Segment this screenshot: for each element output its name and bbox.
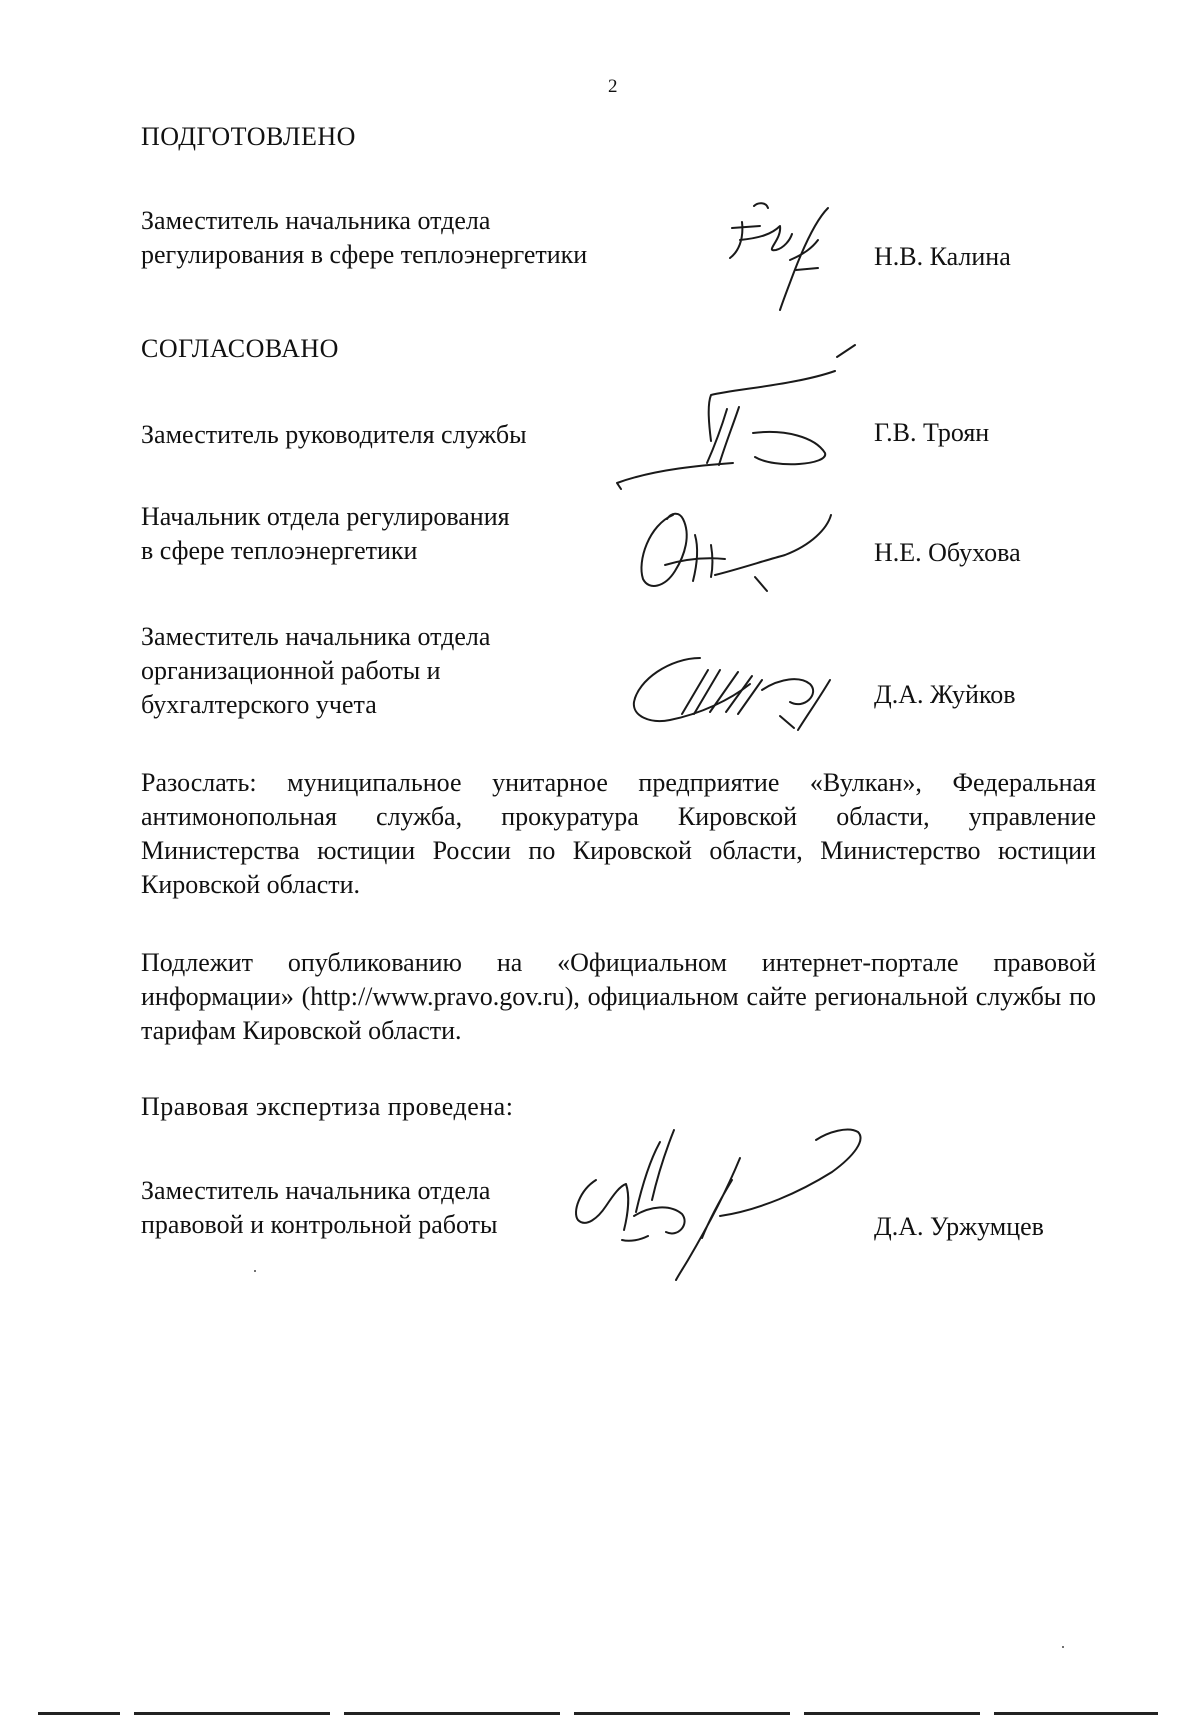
page-number: 2 [608,76,618,97]
position-line: регулирования в сфере теплоэнергетики [141,240,588,269]
signatory-troyan-name: Г.В. Троян [874,418,990,447]
legal-review-name: Д.А. Уржумцев [874,1212,1044,1241]
position-line: бухгалтерского учета [141,690,377,719]
signatory-obukhova-name: Н.Е. Обухова [874,538,1021,567]
position-line: Заместитель начальника отдела [141,1176,491,1205]
position-line: Заместитель начальника отдела [141,622,491,651]
signature-kalina [720,200,850,315]
signature-obukhova [635,505,835,595]
prepared-heading: ПОДГОТОВЛЕНО [141,122,356,151]
publication-paragraph: Подлежит опубликованию на «Официальном интернет-портале правовой информации» (http://www.pravo.gov.ru), официальном сайте региональной службы по тарифам Кировской области. [141,948,1096,1045]
position-line: Заместитель руководителя службы [141,420,527,449]
position-line: организационной работы и [141,656,441,685]
legal-review-heading: Правовая экспертиза проведена: [141,1092,514,1121]
scan-speck [1062,1646,1064,1648]
signature-zhuikov [630,650,840,735]
scan-speck [254,1270,256,1272]
position-line: в сфере теплоэнергетики [141,536,418,565]
signatory-zhuikov-position [141,620,490,722]
agreed-heading: СОГЛАСОВАНО [141,334,339,363]
signatory-obukhova-position [141,500,510,568]
signatory-zhuikov-name: Д.А. Жуйков [874,680,1016,709]
prepared-position [141,204,587,272]
legal-review-position [141,1174,497,1242]
signature-urzhumtsev [570,1120,870,1280]
signature-troyan [615,345,855,495]
signatory-troyan-position [141,418,527,452]
position-line: правовой и контрольной работы [141,1210,498,1239]
prepared-name: Н.В. Калина [874,242,1011,271]
position-line: Заместитель начальника отдела [141,206,491,235]
position-line: Начальник отдела регулирования [141,502,510,531]
distribution-paragraph: Разослать: муниципальное унитарное предприятие «Вулкан», Федеральная антимонопольная служба, прокуратура Кировской области, управление Министерства юстиции России по Кировской области, Министерство юстиции Кировской области. [141,768,1096,899]
